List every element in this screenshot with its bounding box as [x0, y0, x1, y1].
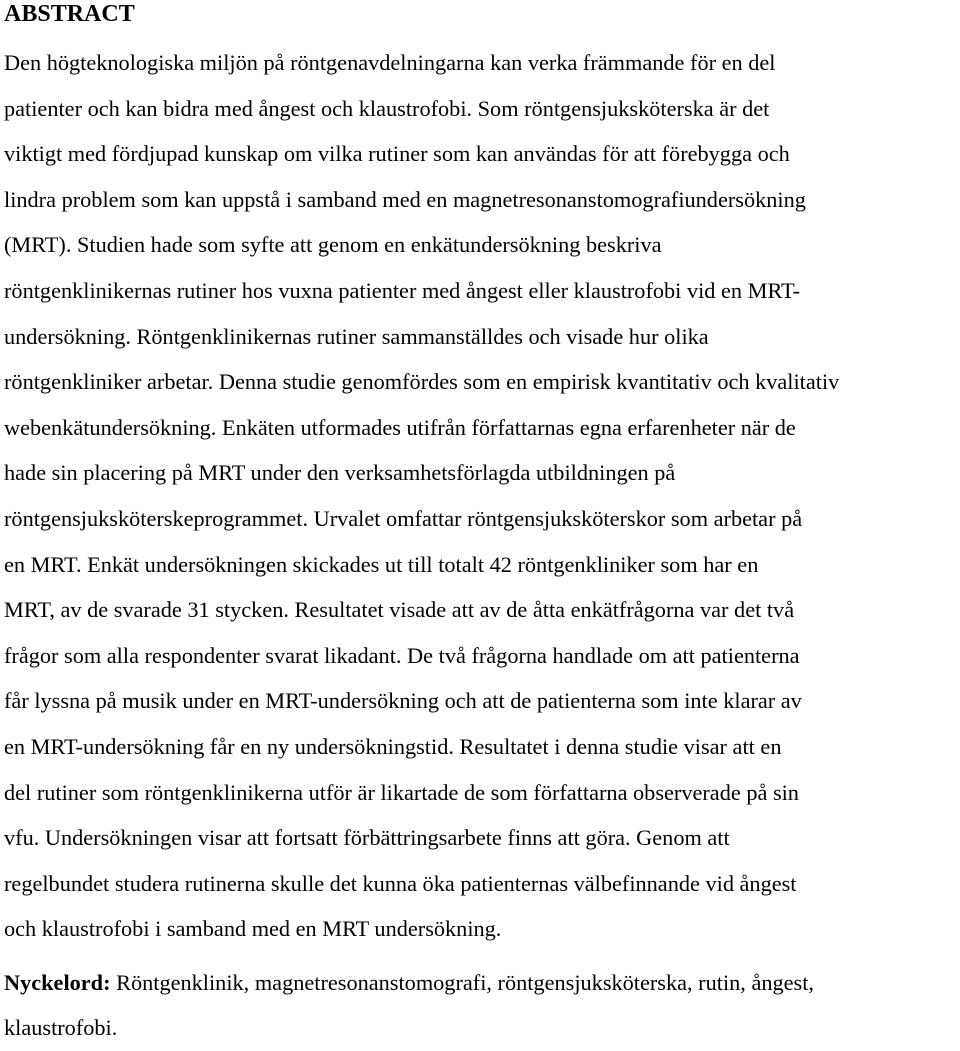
abstract-line: röntgenklinikernas rutiner hos vuxna patienter med ångest eller klaustrofobi vid en MRT- [4, 277, 800, 303]
document-page [4, 0, 958, 1051]
abstract-line: och klaustrofobi i samband med en MRT undersökning. [4, 916, 502, 942]
abstract-line: patienter och kan bidra med ångest och klaustrofobi. Som röntgensjuksköterska är det [4, 95, 770, 121]
abstract-line: röntgensjuksköterskeprogrammet. Urvalet omfattar röntgensjuksköterskor som arbetar på [4, 505, 803, 531]
keywords-line [4, 960, 958, 1006]
abstract-line: del rutiner som röntgenklinikerna utför är likartade de som författarna observerade på sin [4, 779, 799, 805]
abstract-line: en MRT. Enkät undersökningen skickades ut till totalt 42 röntgenkliniker som har en [4, 551, 759, 577]
abstract-line: får lyssna på musik under en MRT-undersökning och att de patienterna som inte klarar av [4, 688, 802, 714]
abstract-line: frågor som alla respondenter svarat likadant. De två frågorna handlade om att patienterna [4, 642, 800, 668]
keywords-list: Röntgenklinik, magnetresonanstomografi, röntgensjuksköterska, rutin, ångest, [110, 969, 814, 995]
abstract-line: (MRT). Studien hade som syfte att genom en enkätundersökning beskriva [4, 232, 662, 258]
abstract-line: MRT, av de svarade 31 stycken. Resultatet visade att av de åtta enkätfrågorna var det två [4, 597, 795, 623]
abstract-line: regelbundet studera rutinerna skulle det kunna öka patienternas välbefinnande vid ångest [4, 870, 797, 896]
abstract-line: Den högteknologiska miljön på röntgenavdelningarna kan verka främmande för en del [4, 50, 776, 75]
keywords-label: Nyckelord: [4, 969, 111, 995]
abstract-heading: ABSTRACT [4, 1, 135, 27]
keywords-section [4, 960, 958, 1051]
abstract-line: lindra problem som kan uppstå i samband med en magnetresonanstomografiundersökning [4, 186, 806, 212]
keywords-line-continued: klaustrofobi. [4, 1015, 118, 1041]
abstract-line: röntgenkliniker arbetar. Denna studie genomfördes som en empirisk kvantitativ och kvalitativ [4, 369, 840, 395]
abstract-line: webenkätundersökning. Enkäten utformades utifrån författarnas egna erfarenheter när de [4, 414, 796, 440]
abstract-line: viktigt med fördjupad kunskap om vilka rutiner som kan användas för att förebygga och [4, 141, 790, 167]
abstract-line: hade sin placering på MRT under den verksamhetsförlagda utbildningen på [4, 460, 676, 486]
abstract-line: en MRT-undersökning får en ny undersökningstid. Resultatet i denna studie visar att en [4, 733, 782, 759]
abstract-line: undersökning. Röntgenklinikernas rutiner sammanställdes och visade hur olika [4, 323, 709, 349]
abstract-line: vfu. Undersökningen visar att fortsatt förbättringsarbete finns att göra. Genom att [4, 825, 730, 851]
abstract-body [4, 40, 958, 952]
